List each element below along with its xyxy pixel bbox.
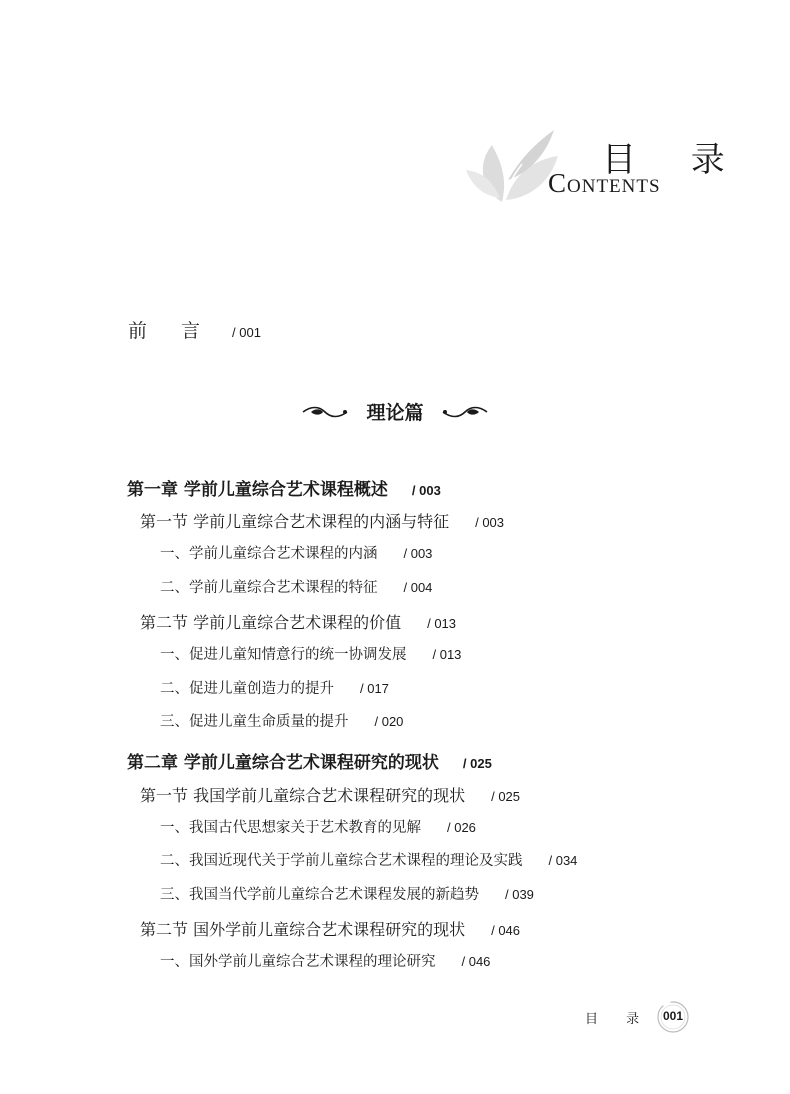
toc-label: 第一节 学前儿童综合艺术课程的内涵与特征 <box>140 512 450 531</box>
toc-section[interactable] <box>140 783 520 806</box>
preface-label: 前 言 <box>128 320 215 342</box>
toc-section[interactable] <box>140 509 504 532</box>
toc-page: / 003 <box>403 546 433 561</box>
toc-page: / 046 <box>461 954 491 969</box>
toc-label: 第二节 国外学前儿童综合艺术课程研究的现状 <box>140 920 466 939</box>
toc-page: / 003 <box>411 483 441 498</box>
footer-label: 目 录 <box>585 1012 652 1027</box>
toc-page: / 020 <box>374 714 404 729</box>
toc-label: 第二章 学前儿童综合艺术课程研究的现状 <box>127 753 439 773</box>
toc-page: / 034 <box>548 853 578 868</box>
toc-page: / 004 <box>403 580 433 595</box>
toc-label: 第一节 我国学前儿童综合艺术课程研究的现状 <box>140 786 466 805</box>
toc-preface[interactable] <box>128 316 261 343</box>
toc-label: 三、促进儿童生命质量的提升 <box>160 714 349 730</box>
toc-page: / 013 <box>427 616 457 631</box>
toc-item[interactable] <box>160 950 490 971</box>
preface-page: / 001 <box>232 325 261 340</box>
toc-item[interactable] <box>160 883 534 904</box>
toc-label: 三、我国当代学前儿童综合艺术课程发展的新趋势 <box>160 887 479 903</box>
toc-item[interactable] <box>160 816 476 837</box>
toc-page: / 025 <box>491 789 521 804</box>
toc-item[interactable] <box>160 677 389 698</box>
toc-item[interactable] <box>160 710 403 731</box>
ornament-left-icon <box>301 404 349 420</box>
toc-label: 二、促进儿童创造力的提升 <box>160 681 334 697</box>
toc-label: 二、我国近现代关于学前儿童综合艺术课程的理论及实践 <box>160 853 523 869</box>
toc-label: 一、促进儿童知情意行的统一协调发展 <box>160 647 407 663</box>
toc-page: / 013 <box>432 647 462 662</box>
leaf-icon <box>462 120 560 210</box>
toc-page: / 039 <box>505 887 534 902</box>
page-title: 目 录 <box>602 140 747 180</box>
ornament-right-icon <box>441 404 489 420</box>
toc-item[interactable] <box>160 643 461 664</box>
toc-label: 一、国外学前儿童综合艺术课程的理论研究 <box>160 954 436 970</box>
section-banner-label: 理论篇 <box>366 402 424 424</box>
toc-page: / 026 <box>447 820 476 835</box>
page-title-english: Contents <box>548 168 661 198</box>
toc-page: / 003 <box>475 515 505 530</box>
toc-chapter[interactable] <box>127 748 492 773</box>
toc-section[interactable] <box>140 917 520 940</box>
toc-section[interactable] <box>140 610 456 633</box>
toc-label: 第二节 学前儿童综合艺术课程的价值 <box>140 613 402 632</box>
toc-item[interactable] <box>160 576 432 597</box>
section-banner <box>0 398 790 425</box>
page-number: 001 <box>662 1009 684 1023</box>
toc-label: 一、学前儿童综合艺术课程的内涵 <box>160 546 378 562</box>
toc-page: / 017 <box>360 681 389 696</box>
toc-item[interactable] <box>160 542 432 563</box>
toc-label: 二、学前儿童综合艺术课程的特征 <box>160 580 378 596</box>
toc-label: 第一章 学前儿童综合艺术课程概述 <box>127 480 388 500</box>
toc-item[interactable] <box>160 849 577 870</box>
toc-page: / 046 <box>491 923 521 938</box>
toc-label: 一、我国古代思想家关于艺术教育的见解 <box>160 820 421 836</box>
toc-page: / 025 <box>462 756 492 771</box>
toc-chapter[interactable] <box>127 475 441 500</box>
